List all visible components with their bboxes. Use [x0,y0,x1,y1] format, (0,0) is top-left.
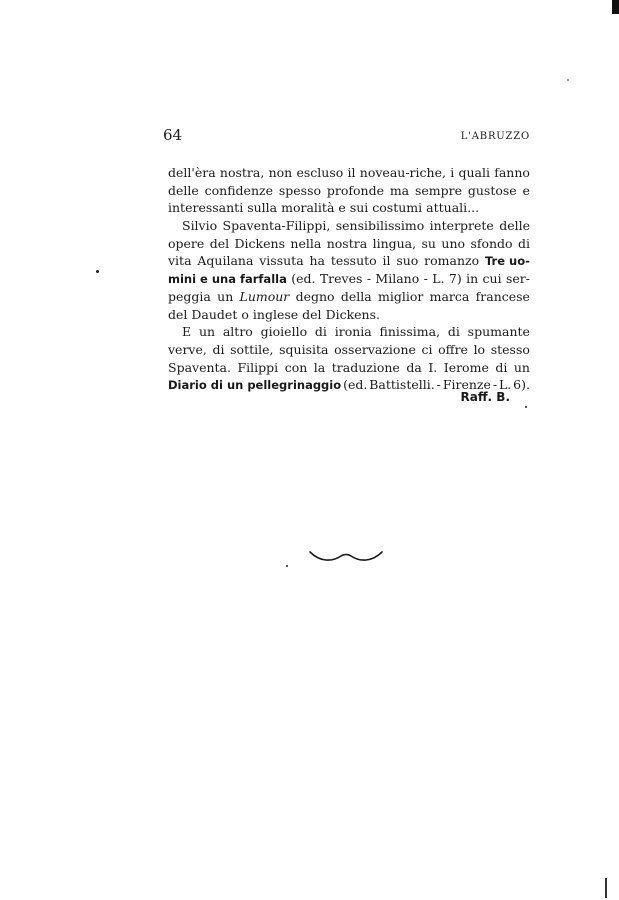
word: finissima, [379,324,441,340]
word: (ed. [343,377,368,393]
word: lingua, [372,235,417,251]
word: vissuta [259,253,304,269]
text-line [168,306,530,324]
italic-word: Lumour [239,288,290,304]
book-title-bold: Diario di un pellegrinaggio [168,378,342,393]
book-title-bold: mini e una farfalla [168,272,287,287]
scan-speck [286,565,288,567]
word: romanzo [424,253,480,269]
word: del [302,306,322,322]
word: ci [421,341,433,357]
running-title: L'ABRUZZO [460,131,530,142]
word: Aquilana [197,253,254,269]
word: un [217,288,234,304]
word: interessanti [168,200,244,216]
word: ser- [505,271,530,287]
text-line [168,252,530,270]
word: spumante [467,324,530,340]
text-line [168,270,530,288]
word: con [284,359,308,375]
word: nella [290,235,322,251]
word: inglese [252,306,299,322]
scan-speck [96,270,99,273]
word: cui [482,271,502,287]
word: Treves [319,271,363,287]
word: offre [438,341,468,357]
word: - [423,271,428,287]
word: Battistelli. [369,377,435,393]
word: Spaventa. [168,359,231,375]
word: 7) [448,271,462,287]
word: sempre [414,182,463,198]
word: profonde [326,182,384,198]
word: gustose [467,182,517,198]
word: Dickens [234,235,285,251]
word: Ierome [443,359,489,375]
page-number: 64 [163,126,183,144]
word: stesso [490,341,530,357]
tilde-ornament-icon [308,548,384,564]
word: sottile, [230,341,274,357]
word: nostra [326,235,368,251]
word: sui [349,200,369,216]
word: di [518,235,530,251]
word: il [347,165,356,180]
word: suo [396,253,419,269]
word: di [447,324,460,340]
text-line [168,341,530,359]
word: opere [168,235,205,251]
word: (ed. [291,271,316,287]
word: i [450,165,455,180]
word: ma [389,182,410,198]
word: un [198,324,216,340]
text-line [168,323,530,341]
word: - [366,271,372,287]
word: nostra, [219,165,265,180]
word: il [382,253,391,269]
word: delle [168,182,199,198]
word: in [466,271,479,287]
word: Firenze [442,377,491,393]
word: attuali... [426,200,480,216]
text-line [168,288,530,306]
word: confidenze [204,182,273,198]
scan-edge-mark-top [612,0,619,14]
text-line [168,164,530,182]
word: costumi [372,200,423,216]
word: I. [428,359,438,375]
word: dell'èra [168,165,216,180]
word: o [241,306,249,322]
text-line [168,199,530,217]
word: la [313,359,326,375]
article-text [168,164,530,394]
word: 6). [513,377,530,393]
word: Spaventa-Filippi, [222,218,331,234]
word: uno [441,235,466,251]
word: di [314,324,327,340]
word: su [421,235,436,251]
word: della [340,288,372,304]
word: L. [498,377,512,393]
word: un [513,359,530,375]
word: altro [222,324,253,340]
text-line [168,359,530,377]
word: di [495,359,508,375]
word: noveau-riche, [359,165,446,180]
word: sfondo [470,235,513,251]
word: Silvio [182,218,218,234]
word: quali [458,165,490,180]
word: traduzione [331,359,400,375]
scan-speck [567,79,569,81]
word: gioiello [260,324,308,340]
word: interprete [429,218,494,234]
word: del [209,235,230,251]
word: di [212,341,225,357]
word: Milano [375,271,420,287]
word: fanno [494,165,530,180]
word: ha [309,253,325,269]
word: francese [475,288,530,304]
author-signature: Raff. B. [460,390,510,404]
text-line [168,217,530,235]
word: Filippi [237,359,279,375]
word: ironia [334,324,372,340]
word: tessuto [330,253,377,269]
word: verve, [168,341,207,357]
text-line [168,182,530,200]
word: del [168,306,188,322]
word: e [522,182,530,198]
scan-speck [525,406,527,408]
scan-edge-mark-bottom [605,878,607,898]
text-line [168,235,530,253]
word: - [492,377,498,393]
word: peggia [168,288,211,304]
word: sensibilissimo [335,218,425,234]
word: delle [499,218,530,234]
word: squisita [279,341,329,357]
word: moralità [281,200,335,216]
word: lo [473,341,486,357]
word: sulla [247,200,278,216]
word: - [436,377,441,393]
word: degno [295,288,335,304]
word: escluso [296,165,344,180]
book-title-bold: Tre uo- [484,254,530,269]
word: Dickens. [325,306,380,322]
word: osservazione [334,341,416,357]
word: spesso [278,182,322,198]
word: L. [432,271,445,287]
word: E [182,324,192,340]
word: e [338,200,346,216]
word: da [406,359,422,375]
word: Daudet [191,306,238,322]
word: marca [429,288,470,304]
word: vita [168,253,192,269]
word: miglior [377,288,424,304]
word: non [268,165,293,180]
